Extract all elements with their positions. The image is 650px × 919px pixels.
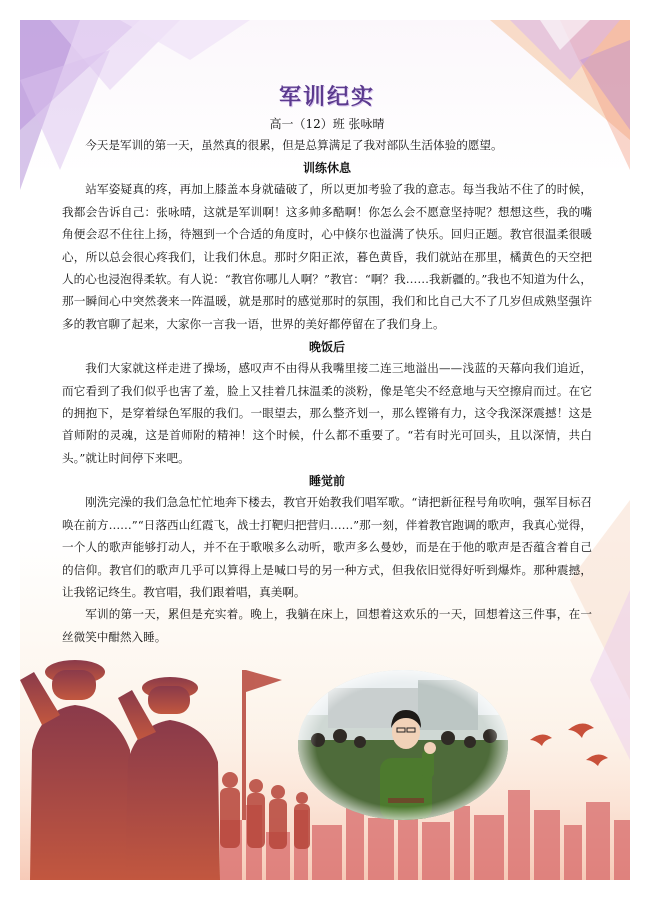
article-title: 军训纪实 bbox=[278, 84, 375, 110]
section-after-dinner-paragraph: 我们大家就这样走进了操场，感叹声不由得从我嘴里接二连三地溢出——浅蓝的天幕向我们追近，而它看到了我们似乎也害了羞，脸上又挂着几抹温柔的淡粉，像是笔尖不经意地与天空擦肩而过。在它的拥抱下，是穿着绿色军服的我们。一眼望去，那么整齐划一，那么铿锵有力，这令我深深震撼！这是首师附的灵魂，这是首师附的精神！这个时候，什么都不重要了。“若有时光可回头，且以深情，共白头。”就让时间停下来吧。 bbox=[62, 361, 592, 465]
section-heading-after-dinner: 晚饭后 bbox=[308, 340, 345, 355]
article bbox=[62, 80, 592, 648]
section-before-sleep-paragraph: 刚洗完澡的我们急急忙忙地奔下楼去，教官开始教我们唱军歌。“请把新征程号角吹响，强军目标召唤在前方……”“日落西山红霞飞，战士打靶归把营归……”那一刻，伴着教官跑调的歌声，我真心觉得，一个人的歌声能够打动人，并不在于歌喉多么动听，歌声多么曼妙，而是在于他的歌声是否蕴含着自己的信仰。教官们的歌声几乎可以算得上是喊口号的另一种方式，但我依旧觉得好听到爆炸。那种震撼，让我铭记终生。教官唱，我们跟着唱，真美啊。 bbox=[62, 495, 592, 599]
poster-sheet bbox=[20, 20, 630, 880]
section-heading-rest: 训练休息 bbox=[302, 161, 351, 176]
section-rest-paragraph: 站军姿疑真的疼，再加上膝盖本身就磕破了，所以更加考验了我的意志。每当我站不住了的时候，我都会告诉自己：张咏晴，这就是军训啊！这多帅多酷啊！你怎么会不愿意坚持呢？想想这些，我的嘴角便会忍不住往上扬，待翘到一个合适的角度时，心中倏尔也溢满了快乐。回归正题。教官很温柔很暖心，所以总会很心疼我们，让我们休息。那时夕阳正浓，暮色黄昏，我们就站在那里，橘黄色的天空把人的心也浸泡得柔软。有人说：“教官你哪儿人啊？”教官：“啊？我……我新疆的。”我也不知道为什么，那一瞬间心中突然袭来一阵温暖，就是那时的感觉那时的氛围，我们和比自己大不了几岁但成熟坚强许多的教官聊了起来，大家你一言我一语，世界的美好都停留在了我们身上。 bbox=[62, 182, 592, 331]
intro-paragraph: 今天是军训的第一天，虽然真的很累，但是总算满足了我对部队生活体验的愿望。 bbox=[85, 138, 503, 152]
closing-paragraph: 军训的第一天，累但是充实着。晚上，我躺在床上，回想着这欢乐的一天，回想着这三件事，在一丝微笑中酣然入睡。 bbox=[62, 607, 592, 644]
soldiers-silhouette bbox=[20, 660, 220, 880]
article-author: 高一（12）班 张咏晴 bbox=[269, 117, 385, 131]
section-heading-before-sleep: 睡觉前 bbox=[308, 474, 345, 489]
student-photo bbox=[298, 670, 508, 820]
